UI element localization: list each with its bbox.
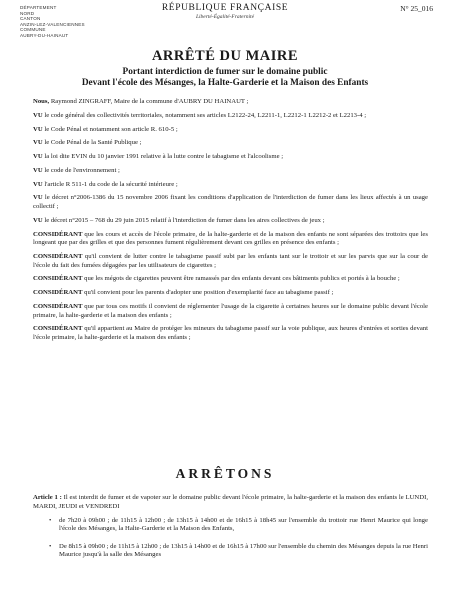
- document-title: ARRÊTÉ DU MAIRE: [151, 48, 299, 64]
- schedule-item: [49, 542, 428, 560]
- paragraph-text: que les mégots de cigarettes peuvent être ramassés par des enfants devant ces bâtiments publics et portés à la bouche ;: [82, 275, 400, 283]
- preamble-paragraph: [33, 167, 428, 176]
- article-1-label: Article 1 :: [33, 494, 62, 501]
- administration-line: DÉPARTEMENT: [20, 5, 57, 10]
- preamble-paragraph: [33, 217, 428, 226]
- paragraph-lead: VU: [33, 166, 43, 174]
- bullet-icon: •: [49, 542, 52, 550]
- administration-line: ANZIN-LEZ-VALENCIENNES: [20, 21, 85, 27]
- preamble-paragraph: [33, 194, 428, 211]
- schedule-text: De 8h15 à 09h00 ; de 11h15 à 12h00 ; de 13h15 à 14h00 et de 16h15 à 17h00 sur l'ensemble du chemin des Mésanges depuis la rue Henri Maurice jusqu'à la salle des Mésanges: [59, 542, 428, 559]
- paragraph-text: Raymond ZINGRAFF, Maire de la commune d'AUBRY DU HAINAUT ;: [49, 98, 249, 105]
- paragraph-text: qu'il convient de lutter contre le tabagisme passif subi par les enfants tant sur le trottoir et sur les parvis que sur la cour de l'école du fait des fumées dégagées par les utilisateurs de cigarettes ;: [33, 253, 428, 269]
- paragraph-lead: CONSIDÉRANT: [33, 230, 83, 238]
- paragraph-text: le code général des collectivités territoriales, notamment ses articles L2122-24, L2211-1, L2212-1 L2212-2 et L2213-4 ;: [42, 111, 367, 119]
- preamble: [33, 98, 428, 348]
- administration-line: NORD: [20, 10, 35, 16]
- paragraph-text: qu'il appartient au Maire de protéger les mineurs du tabagisme passif sur la voie publique, aux heures d'entrées et sorties devant l'école primaire, la halte-garderie et la maison des enfants ;: [33, 325, 428, 341]
- paragraph-text: le Code Pénal de la Santé Publique ;: [42, 139, 142, 147]
- paragraph-text: le décret n°2006-1386 du 15 novembre 2006 fixant les conditions d'application de l'interdiction de fumer dans les lieux affectés à un usage collectif ;: [33, 194, 428, 211]
- preamble-paragraph: [33, 153, 428, 162]
- paragraph-lead: VU: [33, 139, 43, 147]
- arretons-heading: ARRÊTONS: [175, 466, 275, 481]
- preamble-paragraph: [33, 303, 428, 320]
- document-subtitle: [40, 67, 410, 88]
- subtitle-line: Portant interdiction de fumer sur le domaine public: [122, 67, 328, 77]
- paragraph-lead: VU: [33, 153, 43, 161]
- republique-motto: Liberté-Égalité-Fraternité: [195, 14, 255, 20]
- administration-line: CANTON: [20, 16, 41, 22]
- preamble-paragraph: [33, 325, 428, 342]
- paragraph-lead: CONSIDÉRANT: [33, 325, 83, 333]
- preamble-paragraph: [33, 112, 428, 121]
- administration-line: COMMUNE: [20, 27, 46, 33]
- paragraph-text: le code de l'environnement ;: [42, 166, 120, 174]
- subtitle-line: Devant l'école des Mésanges, la Halte-Garderie et la Maison des Enfants: [81, 77, 369, 88]
- document-reference: N° 25_016: [400, 4, 433, 13]
- preamble-paragraph: [33, 139, 428, 148]
- paragraph-text: qu'il convient pour les parents d'adopter une position d'exemplarité face au tabagisme passif ;: [82, 289, 334, 297]
- article-1-intro: [33, 494, 428, 511]
- bullet-icon: •: [49, 516, 52, 524]
- article-1-text: Il est interdit de fumer et de vapoter sur le domaine public devant l'école primaire, la halte-garderie et la maison des enfants le LUNDI, MARDI, JEUDI et VENDREDI: [33, 494, 428, 510]
- preamble-paragraph: [33, 126, 428, 135]
- republique-title: RÉPUBLIQUE FRANÇAISE: [161, 3, 289, 13]
- republique-header: [0, 3, 450, 20]
- paragraph-lead: VU: [33, 111, 43, 119]
- paragraph-text: que les cours et accès de l'école primaire, de la halte-garderie et de la maison des enfants ne sont séparées des trottoirs que les longeant que par des grilles et que des personnes fument régulièrement devant ces grilles en présence des enfants ;: [33, 230, 428, 247]
- paragraph-text: que par tous ces motifs il convient de réglementer l'usage de la cigarette à certaines heures sur le domaine public devant l'école primaire, la halte-garderie et la maison des enfants ;: [33, 302, 428, 319]
- preamble-paragraph: [33, 98, 428, 107]
- schedule-text: de 7h20 à 09h00 ; de 11h15 à 12h00 ; de 13h15 à 14h00 et de 16h15 à 18h45 sur l'ensemble du trottoir rue Henri Maurice qui longe l'école des Mésanges, la Halte-Garderie et la Maison des Enfants,: [59, 516, 428, 533]
- paragraph-lead: VU: [33, 125, 43, 133]
- paragraph-text: le Code Pénal et notamment son article R. 610-5 ;: [42, 125, 178, 133]
- paragraph-lead: CONSIDÉRANT: [33, 302, 83, 310]
- paragraph-lead: CONSIDÉRANT: [33, 289, 83, 297]
- article-1: [33, 494, 428, 569]
- preamble-paragraph: [33, 231, 428, 248]
- preamble-paragraph: [33, 253, 428, 270]
- article-1-schedule-list: [33, 517, 428, 560]
- paragraph-text: l'article R 511-1 du code de la sécurité intérieure ;: [42, 180, 178, 188]
- paragraph-lead: VU: [33, 216, 43, 224]
- paragraph-text: le décret n°2015 – 768 du 29 juin 2015 relatif à l'interdiction de fumer dans les aires collectives de jeux ;: [42, 216, 325, 224]
- paragraph-lead: VU: [33, 194, 43, 202]
- preamble-paragraph: [33, 275, 428, 284]
- administration-line: AUBRY-DU-HAINAUT: [20, 32, 69, 38]
- paragraph-lead: CONSIDÉRANT: [33, 275, 83, 283]
- preamble-paragraph: [33, 289, 428, 298]
- preamble-paragraph: [33, 181, 428, 190]
- paragraph-lead: Nous,: [33, 98, 50, 105]
- schedule-item: [49, 516, 428, 534]
- paragraph-lead: CONSIDÉRANT: [33, 253, 83, 260]
- paragraph-text: la loi dite EVIN du 10 janvier 1991 relative à la lutte contre le tabagisme et l'alcoolisme ;: [42, 153, 284, 161]
- paragraph-lead: VU: [33, 180, 43, 188]
